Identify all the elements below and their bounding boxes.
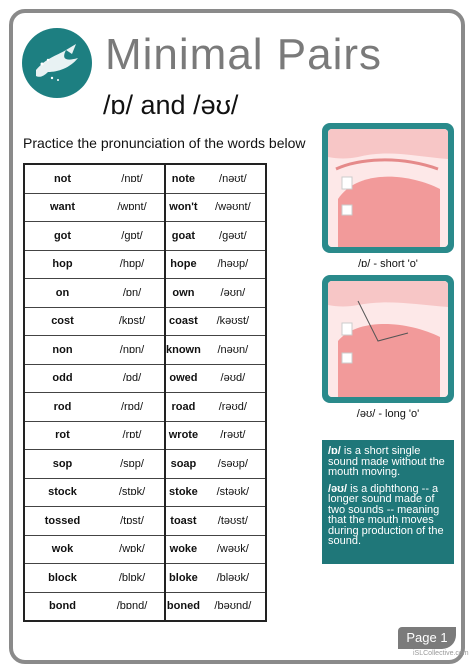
ipa-long-o: /rəʊd/ bbox=[201, 393, 266, 422]
word-short-o: wok bbox=[24, 535, 100, 564]
pair-row bbox=[24, 592, 266, 621]
page-number: Page 1 bbox=[398, 627, 456, 649]
short-o-caption: /ɒ/ - short 'o' bbox=[358, 258, 418, 270]
pair-row bbox=[24, 222, 266, 251]
ipa-long-o: /əʊd/ bbox=[201, 364, 266, 393]
word-short-o: sop bbox=[24, 450, 100, 479]
word-short-o: odd bbox=[24, 364, 100, 393]
ipa-short-o: /wɒnt/ bbox=[117, 201, 147, 214]
ipa-long-o: /səʊp/ bbox=[201, 450, 266, 479]
ipa-short-o: /nɒt/ bbox=[121, 172, 143, 185]
ipa-short-o: /bɒnd/ bbox=[116, 600, 148, 613]
pair-row bbox=[24, 421, 266, 450]
word-short-o: rod bbox=[24, 393, 100, 422]
word-short-o: cost bbox=[24, 307, 100, 336]
word-long-o: goat bbox=[165, 222, 201, 251]
word-short-o: block bbox=[24, 564, 100, 593]
ipa-long-o: /nəʊn/ bbox=[201, 336, 266, 365]
word-long-o: own bbox=[165, 279, 201, 308]
pair-row bbox=[24, 450, 266, 479]
ipa-long-o: /bləʊk/ bbox=[201, 564, 266, 593]
word-long-o: coast bbox=[165, 307, 201, 336]
pair-row bbox=[24, 564, 266, 593]
ipa-short-o: /wɒk/ bbox=[119, 543, 145, 556]
word-long-o: won't bbox=[165, 193, 201, 222]
pair-row bbox=[24, 478, 266, 507]
watermark: iSLCollective.com bbox=[413, 650, 469, 657]
pair-row bbox=[24, 393, 266, 422]
ipa-long-o: /wəʊnt/ bbox=[201, 193, 266, 222]
minimal-pairs-table bbox=[23, 163, 267, 622]
word-long-o: known bbox=[165, 336, 201, 365]
word-short-o: non bbox=[24, 336, 100, 365]
ipa-short-o: /kɒst/ bbox=[118, 315, 146, 328]
ipa-long-o: /əʊn/ bbox=[201, 279, 266, 308]
pair-row bbox=[24, 364, 266, 393]
short-o-info: /ɒ/ is a short single sound made without the mouth moving. bbox=[328, 445, 445, 478]
ipa-long-o: /gəʊt/ bbox=[201, 222, 266, 251]
ipa-short-o: /rɒt/ bbox=[122, 429, 142, 442]
word-long-o: wrote bbox=[165, 421, 201, 450]
word-short-o: stock bbox=[24, 478, 100, 507]
ipa-short-o: /gɒt/ bbox=[121, 229, 143, 242]
ipa-short-o: /rɒd/ bbox=[120, 400, 143, 413]
ipa-short-o: /sɒp/ bbox=[120, 457, 144, 470]
short-o-mouth-diagram bbox=[322, 123, 454, 253]
word-short-o: bond bbox=[24, 592, 100, 621]
long-o-mouth-diagram bbox=[322, 275, 454, 403]
word-short-o: got bbox=[24, 222, 100, 251]
ipa-short-o: /stɒk/ bbox=[118, 486, 146, 499]
page-title: Minimal Pairs bbox=[105, 30, 383, 79]
ipa-long-o: /kəʊst/ bbox=[201, 307, 266, 336]
ipa-short-o: /ɒn/ bbox=[122, 286, 142, 299]
ipa-short-o: /blɒk/ bbox=[118, 571, 146, 584]
word-short-o: not bbox=[24, 164, 100, 193]
word-long-o: stoke bbox=[165, 478, 201, 507]
long-o-caption: /əʊ/ - long 'o' bbox=[356, 408, 420, 420]
long-o-info: /əʊ/ is a diphthong -- a longer sound made of two sounds -- meaning that the mouth moves during production of the sound. bbox=[328, 482, 444, 547]
word-long-o: hope bbox=[165, 250, 201, 279]
word-long-o: boned bbox=[165, 592, 201, 621]
pair-row bbox=[24, 507, 266, 536]
pair-row bbox=[24, 535, 266, 564]
ipa-long-o: /nəʊt/ bbox=[201, 164, 266, 193]
word-long-o: owed bbox=[165, 364, 201, 393]
word-short-o: hop bbox=[24, 250, 100, 279]
page-subtitle: /ɒ/ and /əʊ/ bbox=[103, 90, 239, 120]
word-long-o: woke bbox=[165, 535, 201, 564]
word-long-o: road bbox=[165, 393, 201, 422]
word-short-o: on bbox=[24, 279, 100, 308]
ipa-long-o: /bəʊnd/ bbox=[201, 592, 266, 621]
word-long-o: bloke bbox=[165, 564, 201, 593]
ipa-long-o: /təʊst/ bbox=[201, 507, 266, 536]
ipa-short-o: /tɒst/ bbox=[120, 514, 144, 527]
pair-row bbox=[24, 279, 266, 308]
pair-row bbox=[24, 307, 266, 336]
ipa-long-o: /rəʊt/ bbox=[201, 421, 266, 450]
pair-row bbox=[24, 250, 266, 279]
instruction-text: Practice the pronunciation of the words below bbox=[23, 135, 306, 151]
word-long-o: toast bbox=[165, 507, 201, 536]
ipa-long-o: /wəʊk/ bbox=[201, 535, 266, 564]
word-short-o: rot bbox=[24, 421, 100, 450]
word-short-o: tossed bbox=[24, 507, 100, 536]
ipa-short-o: /hɒp/ bbox=[119, 258, 145, 271]
ipa-short-o: /ɒd/ bbox=[122, 372, 142, 385]
pair-row bbox=[24, 164, 266, 193]
pair-row bbox=[24, 336, 266, 365]
word-long-o: note bbox=[165, 164, 201, 193]
word-short-o: want bbox=[24, 193, 100, 222]
word-long-o: soap bbox=[165, 450, 201, 479]
info-box bbox=[322, 440, 454, 564]
ipa-long-o: /həʊp/ bbox=[201, 250, 266, 279]
ipa-short-o: /nɒn/ bbox=[119, 343, 145, 356]
bird-logo-icon bbox=[22, 28, 92, 98]
ipa-long-o: /stəʊk/ bbox=[201, 478, 266, 507]
pair-row bbox=[24, 193, 266, 222]
